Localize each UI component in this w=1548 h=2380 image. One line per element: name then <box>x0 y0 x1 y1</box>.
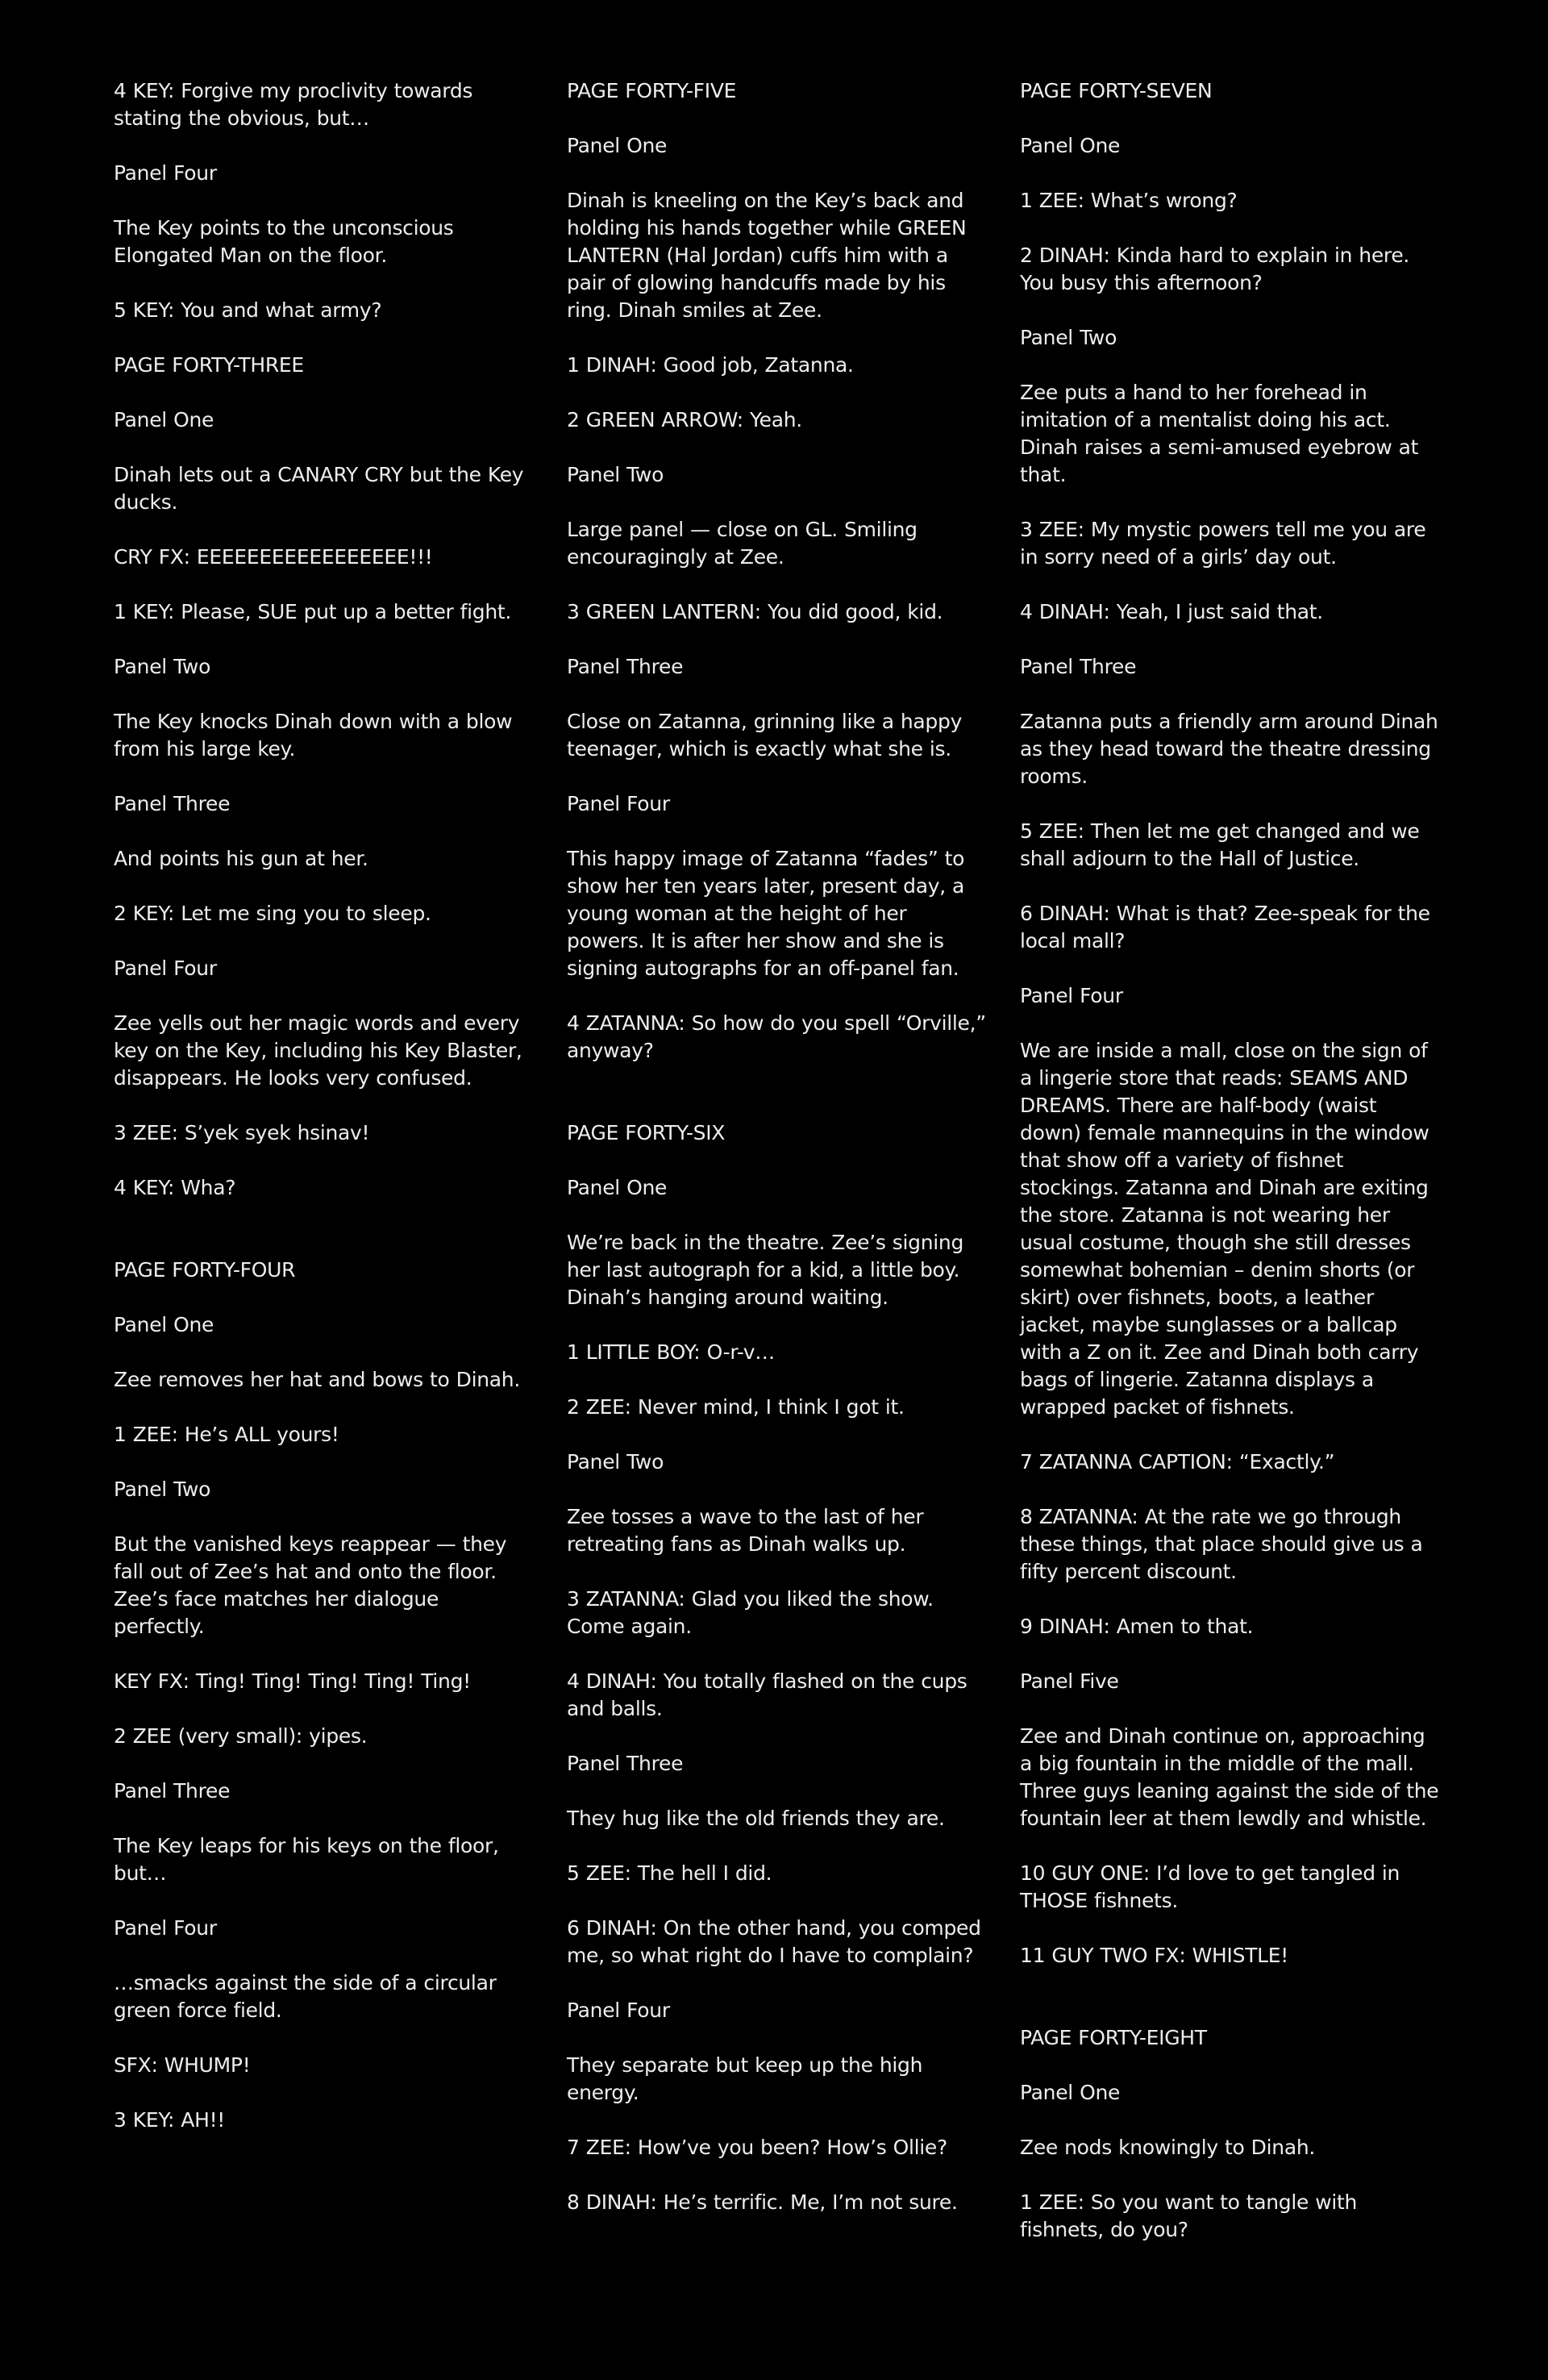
sound-effect-line: 11 GUY TWO FX: WHISTLE! <box>1020 1944 1289 1967</box>
panel-heading: Panel One <box>114 408 214 431</box>
panel-heading: Panel Three <box>567 655 684 678</box>
panel-heading: Panel Four <box>114 161 217 185</box>
panel-heading: Panel Four <box>567 1999 670 2022</box>
panel-heading: Panel Four <box>1020 984 1123 1007</box>
panel-heading: Panel One <box>1020 2081 1121 2104</box>
panel-description: Zee removes her hat and bows to Dinah. <box>114 1368 520 1391</box>
panel-description: Large panel — close on GL. Smiling encouragingly at Zee. <box>567 518 918 569</box>
sound-effect-line: CRY FX: EEEEEEEEEEEEEEEEE!!! <box>114 545 433 569</box>
dialogue-line: 3 ZEE: S’yek syek hsinav! <box>114 1121 370 1144</box>
dialogue-line: 5 ZEE: The hell I did. <box>567 1861 772 1885</box>
panel-heading: Panel Three <box>114 792 231 815</box>
dialogue-line: 9 DINAH: Amen to that. <box>1020 1615 1254 1638</box>
script-column-left <box>114 77 533 2161</box>
panel-description: Zee and Dinah continue on, approaching a big fountain in the middle of the mall. Three guys leaning against the side of the fountain leer at them lewdly and whistle. <box>1020 1724 1439 1830</box>
dialogue-line: 3 GREEN LANTERN: You did good, kid. <box>567 600 943 623</box>
panel-heading: Panel Two <box>114 1478 211 1501</box>
panel-heading: Panel One <box>567 134 668 157</box>
dialogue-line: 8 ZATANNA: At the rate we go through these things, that place should give us a fifty percent discount. <box>1020 1505 1423 1583</box>
dialogue-line: 3 ZATANNA: Glad you liked the show. Come again. <box>567 1587 934 1638</box>
panel-description: …smacks against the side of a circular green force field. <box>114 1971 497 2022</box>
dialogue-line: 4 KEY: Forgive my proclivity towards stating the obvious, but… <box>114 79 473 130</box>
panel-heading: Panel Three <box>114 1779 231 1803</box>
panel-description: Zee yells out her magic words and every key on the Key, including his Key Blaster, disappears. He looks very confused. <box>114 1011 522 1090</box>
panel-description: We are inside a mall, close on the sign of a lingerie store that reads: SEAMS AND DREAMS. There are half-body (waist down) female mannequins in the window that show off a variety of fishnet stockings. Zatanna and Dinah are exiting the store. Zatanna is not wearing her usual costume, though she still dresses somewhat bohemian – denim shorts (or skirt) over fishnets, boots, a leather jacket, maybe sunglasses or a ballcap with a Z on it. Zee and Dinah both carry bags of lingerie. Zatanna displays a wrapped packet of fishnets. <box>1020 1039 1429 1419</box>
dialogue-line: 2 ZEE: Never mind, I think I got it. <box>567 1395 905 1419</box>
dialogue-line: 1 ZEE: He’s ALL yours! <box>114 1423 339 1446</box>
page-heading: PAGE FORTY-EIGHT <box>1020 2026 1207 2049</box>
panel-description: They hug like the old friends they are. <box>567 1807 945 1830</box>
page-heading: PAGE FORTY-FOUR <box>114 1258 296 1282</box>
dialogue-line: 3 KEY: AH!! <box>114 2108 226 2132</box>
dialogue-line: 4 DINAH: You totally flashed on the cups and balls. <box>567 1669 968 1720</box>
panel-heading: Panel Four <box>567 792 670 815</box>
panel-description: The Key knocks Dinah down with a blow from his large key. <box>114 710 513 761</box>
script-column-right <box>1020 77 1439 2271</box>
sound-effect-line: KEY FX: Ting! Ting! Ting! Ting! Ting! <box>114 1669 471 1693</box>
panel-heading: Panel Two <box>567 1450 664 1473</box>
panel-description: The Key points to the unconscious Elongated Man on the floor. <box>114 216 454 267</box>
dialogue-line: 10 GUY ONE: I’d love to get tangled in THOSE fishnets. <box>1020 1861 1400 1912</box>
dialogue-line: 8 DINAH: He’s terrific. Me, I’m not sure. <box>567 2190 958 2214</box>
panel-description: Zee nods knowingly to Dinah. <box>1020 2136 1316 2159</box>
panel-heading: Panel Four <box>114 957 217 980</box>
panel-heading: Panel One <box>114 1313 214 1336</box>
dialogue-line: 4 KEY: Wha? <box>114 1176 236 1199</box>
page-heading: PAGE FORTY-SIX <box>567 1121 726 1144</box>
panel-description: The Key leaps for his keys on the floor, but… <box>114 1834 499 1885</box>
dialogue-line: 4 DINAH: Yeah, I just said that. <box>1020 600 1323 623</box>
panel-description: This happy image of Zatanna “fades” to show her ten years later, present day, a young woman at the height of her powers. It is after her show and she is signing autographs for an off-panel fan. <box>567 847 965 980</box>
panel-description: Zee puts a hand to her forehead in imitation of a mentalist doing his act. Dinah raises a semi-amused eyebrow at that. <box>1020 381 1419 486</box>
page-heading: PAGE FORTY-SEVEN <box>1020 79 1213 102</box>
panel-heading: Panel Three <box>567 1752 684 1775</box>
panel-description: We’re back in the theatre. Zee’s signing her last autograph for a kid, a little boy. Dinah’s hanging around waiting. <box>567 1231 964 1309</box>
panel-heading: Panel Four <box>114 1916 217 1940</box>
panel-description: Dinah is kneeling on the Key’s back and holding his hands together while GREEN LANTERN (Hal Jordan) cuffs him with a pair of glowing handcuffs made by his ring. Dinah smiles at Zee. <box>567 189 967 322</box>
dialogue-line: 1 LITTLE BOY: O-r-v… <box>567 1340 775 1364</box>
page-heading: PAGE FORTY-THREE <box>114 353 304 377</box>
panel-description: Zatanna puts a friendly arm around Dinah as they head toward the theatre dressing rooms. <box>1020 710 1438 788</box>
panel-description: Zee tosses a wave to the last of her retreating fans as Dinah walks up. <box>567 1505 924 1556</box>
panel-heading: Panel Two <box>1020 326 1117 349</box>
dialogue-line: 4 ZATANNA: So how do you spell “Orville,” anyway? <box>567 1011 986 1062</box>
panel-heading: Panel Two <box>114 655 211 678</box>
dialogue-line: 3 ZEE: My mystic powers tell me you are in sorry need of a girls’ day out. <box>1020 518 1426 569</box>
panel-description: They separate but keep up the high energy. <box>567 2053 923 2104</box>
dialogue-line: 6 DINAH: What is that? Zee-speak for the local mall? <box>1020 902 1430 952</box>
panel-heading: Panel Three <box>1020 655 1137 678</box>
dialogue-line: 1 DINAH: Good job, Zatanna. <box>567 353 854 377</box>
caption-line: 7 ZATANNA CAPTION: “Exactly.” <box>1020 1450 1335 1473</box>
panel-heading: Panel One <box>567 1176 668 1199</box>
dialogue-line: 2 DINAH: Kinda hard to explain in here. You busy this afternoon? <box>1020 244 1410 294</box>
panel-description: And points his gun at her. <box>114 847 368 870</box>
dialogue-line: 5 ZEE: Then let me get changed and we shall adjourn to the Hall of Justice. <box>1020 819 1420 870</box>
dialogue-line: 6 DINAH: On the other hand, you comped me, so what right do I have to complain? <box>567 1916 981 1967</box>
panel-description: Dinah lets out a CANARY CRY but the Key ducks. <box>114 463 524 514</box>
panel-heading: Panel One <box>1020 134 1121 157</box>
script-column-middle <box>567 77 986 2244</box>
panel-heading: Panel Five <box>1020 1669 1119 1693</box>
dialogue-line: 5 KEY: You and what army? <box>114 298 382 322</box>
dialogue-line: 2 ZEE (very small): yipes. <box>114 1724 368 1748</box>
dialogue-line: 1 KEY: Please, SUE put up a better fight. <box>114 600 512 623</box>
sound-effect-line: SFX: WHUMP! <box>114 2053 251 2077</box>
panel-description: Close on Zatanna, grinning like a happy teenager, which is exactly what she is. <box>567 710 963 761</box>
dialogue-line: 1 ZEE: So you want to tangle with fishnets, do you? <box>1020 2190 1358 2241</box>
dialogue-line: 7 ZEE: How’ve you been? How’s Ollie? <box>567 2136 947 2159</box>
dialogue-line: 2 KEY: Let me sing you to sleep. <box>114 902 431 925</box>
panel-heading: Panel Two <box>567 463 664 486</box>
page-heading: PAGE FORTY-FIVE <box>567 79 737 102</box>
dialogue-line: 1 ZEE: What’s wrong? <box>1020 189 1238 212</box>
panel-description: But the vanished keys reappear — they fall out of Zee’s hat and onto the floor. Zee’s face matches her dialogue perfectly. <box>114 1532 507 1638</box>
dialogue-line: 2 GREEN ARROW: Yeah. <box>567 408 802 431</box>
